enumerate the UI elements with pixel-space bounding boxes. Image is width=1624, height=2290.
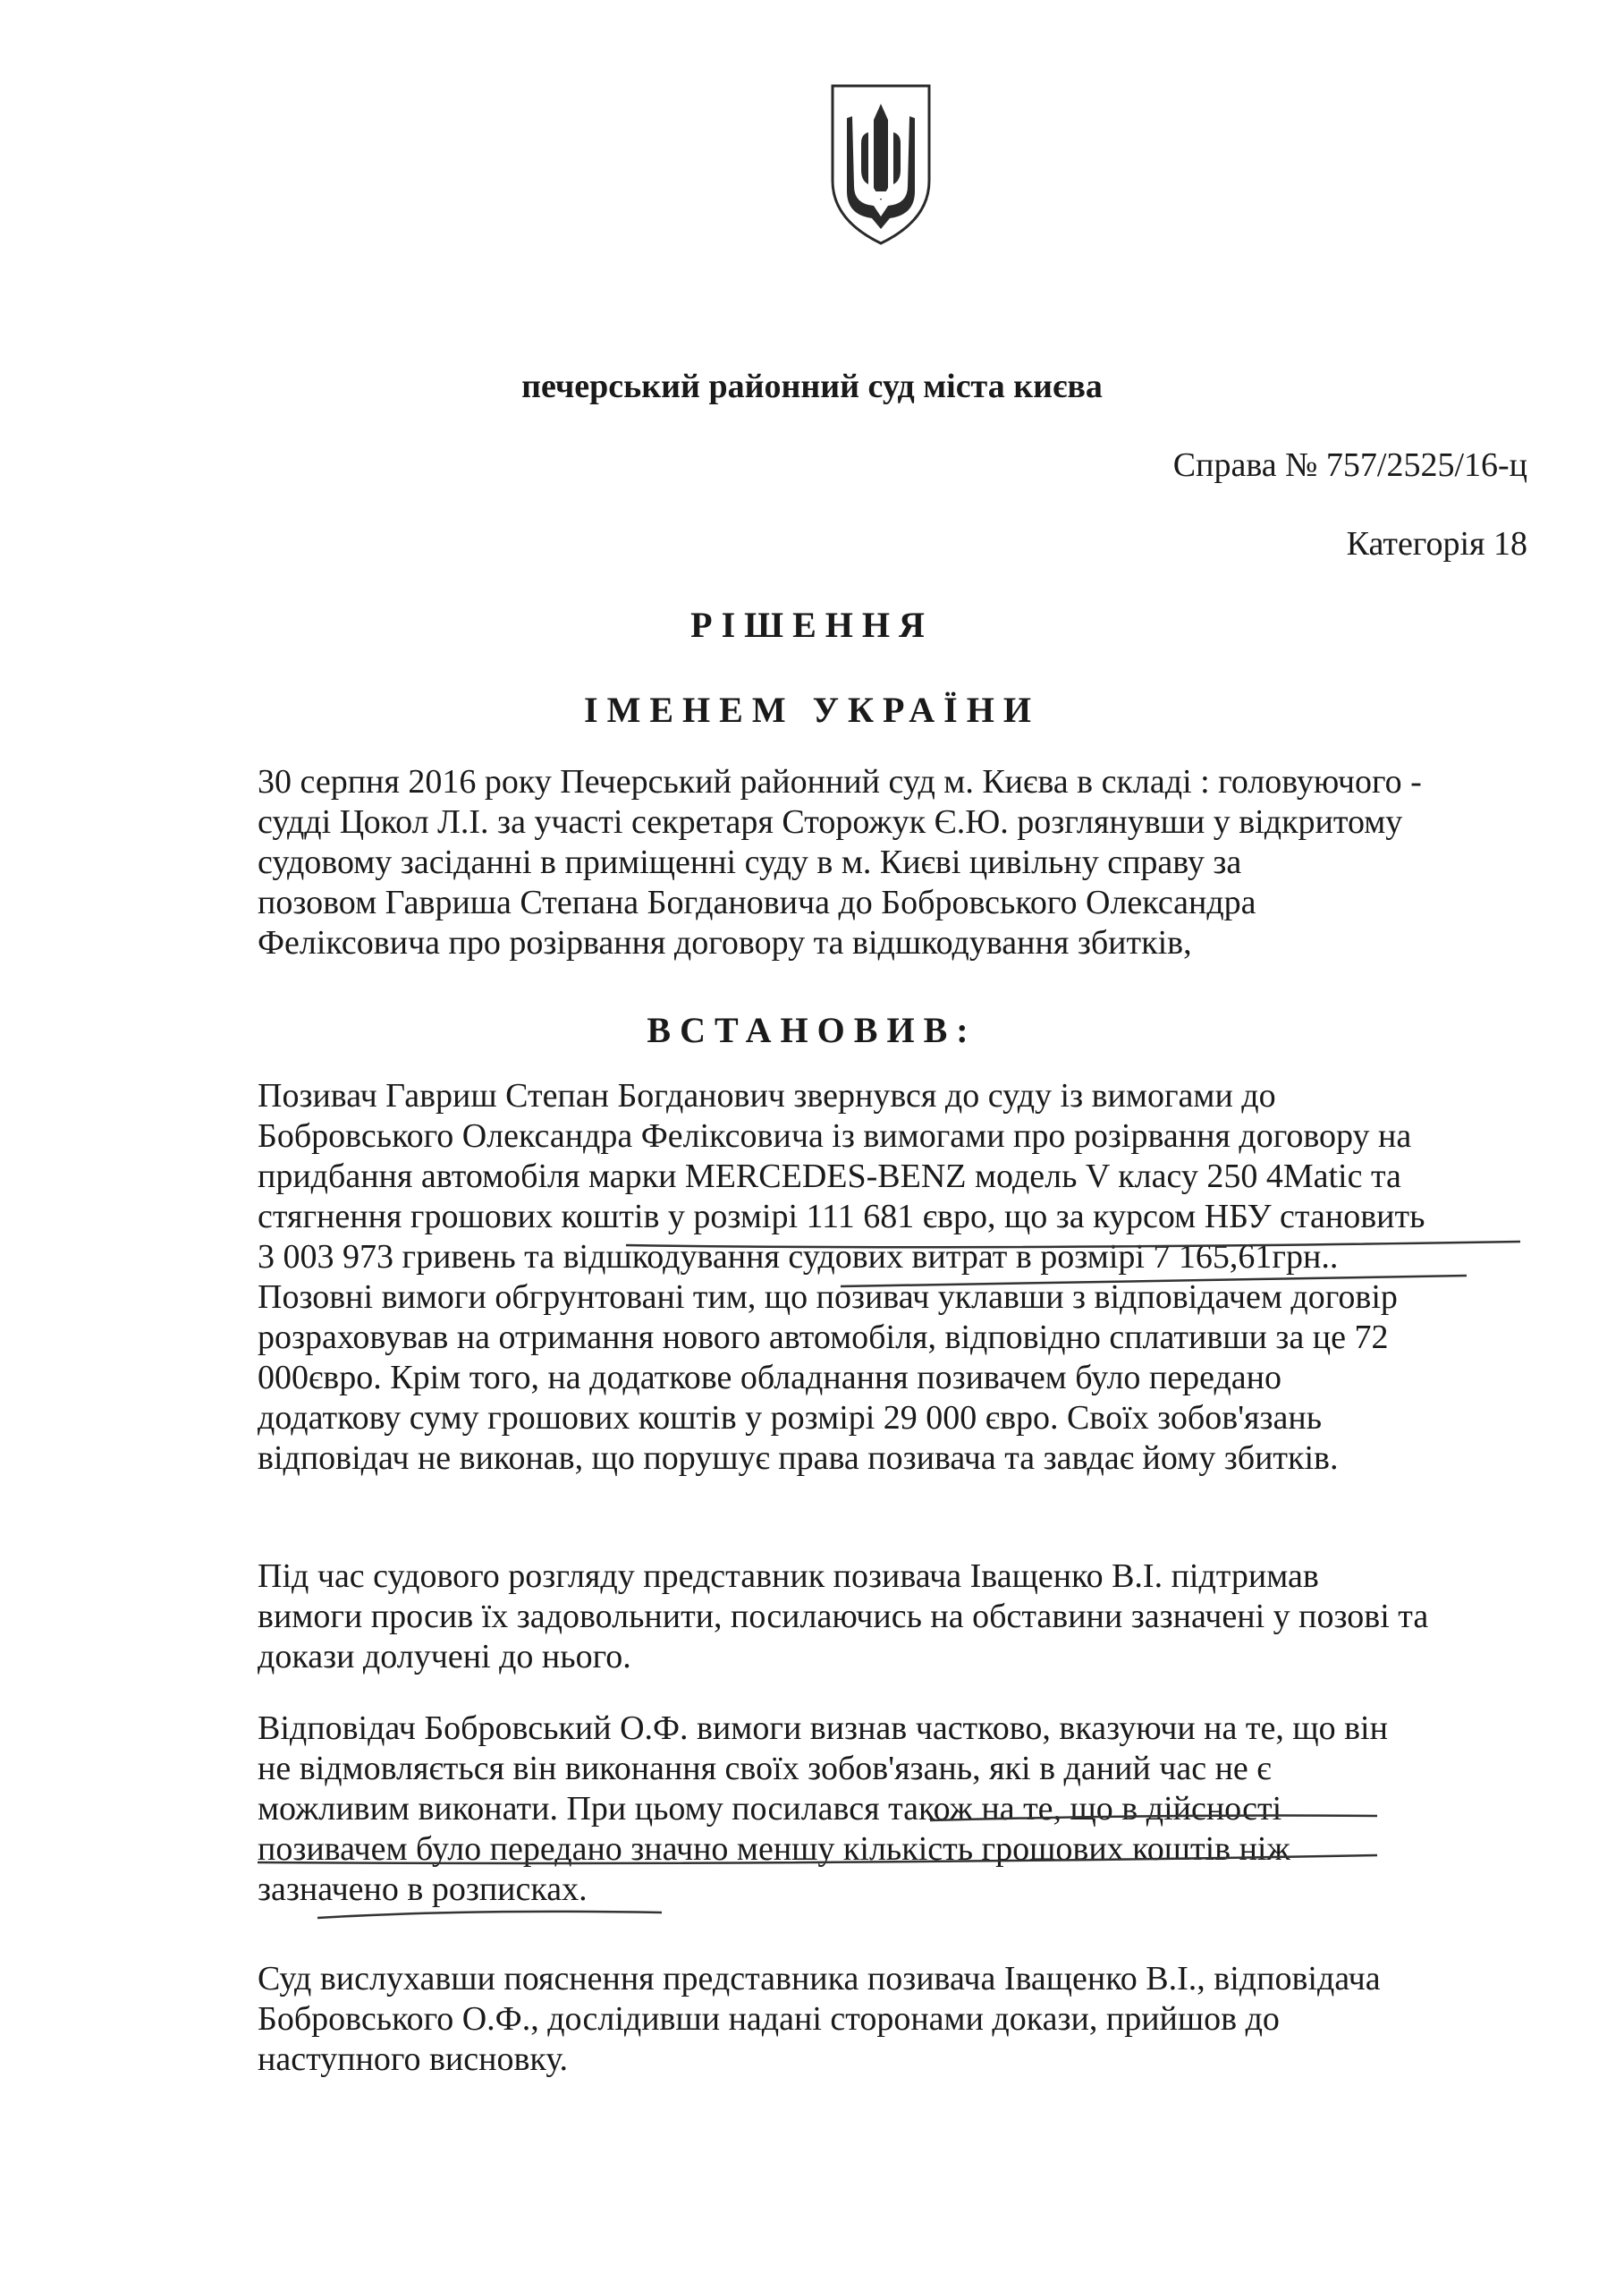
text-line: судовому засіданні в приміщенні суду в м. Києві цивільну справу за <box>258 844 1242 881</box>
text-line: Бобровського Олександра Феліксовича із вимогами про розірвання договору на <box>258 1117 1412 1155</box>
text-line: Позивач Гавриш Степан Богданович звернувся до суду із вимогами до <box>258 1077 1276 1115</box>
text-line: 30 серпня 2016 року Печерський районний суд м. Києва в складі : головуючого - <box>258 763 1422 801</box>
text-line: 000євро. Крім того, на додаткове обладнання позивачем було передано <box>258 1359 1282 1396</box>
text-line: Позовні вимоги обгрунтовані тим, що позивач уклавши з відповідачем договір <box>258 1278 1398 1316</box>
text-line: придбання автомобіля марки MERCEDES-BENZ модель V класу 250 4Matic та <box>258 1158 1401 1195</box>
text-line: не відмовляється він виконання своїх зобов'язань, які в даний час не є <box>258 1750 1272 1787</box>
text-line: 3 003 973 гривень та відшкодування судових витрат в розмірі 7 165,61грн.. <box>258 1238 1339 1276</box>
representative-paragraph <box>258 1556 1545 1677</box>
case-category: Категорія 18 <box>1346 525 1527 563</box>
text-line: стягнення грошових коштів у розмірі 111 681 євро, що за курсом НБУ становить <box>258 1198 1425 1235</box>
claim-paragraph <box>258 1076 1545 1479</box>
text-line: позовом Гавриша Степана Богдановича до Бобровського Олександра <box>258 884 1256 921</box>
text-line: Відповідач Бобровський О.Ф. вимоги визнав частково, вказуючи на те, що він <box>258 1709 1388 1747</box>
text-line: позивачем було передано значно меншу кількість грошових коштів ніж <box>258 1830 1290 1868</box>
text-line: наступного висновку. <box>258 2040 569 2078</box>
in-name-of-ukraine-heading: ІМЕНЕМ УКРАЇНИ <box>584 690 1040 730</box>
text-line: Бобровського О.Ф., дослідивши надані сторонами докази, прийшов до <box>258 2000 1280 2038</box>
court-name: печерський районний суд міста києва <box>521 368 1103 405</box>
text-line: Суд вислухавши пояснення представника позивача Іващенко В.І., відповідача <box>258 1960 1381 1997</box>
ukraine-trident-emblem-icon <box>827 81 935 247</box>
text-line: Феліксовича про розірвання договору та відшкодування збитків, <box>258 924 1192 962</box>
case-number: Справа № 757/2525/16-ц <box>1172 446 1527 484</box>
decision-heading: РІШЕННЯ <box>690 605 934 645</box>
text-line: судді Цокол Л.І. за участі секретаря Сторожук Є.Ю. розглянувши у відкритому <box>258 803 1403 841</box>
intro-paragraph <box>258 762 1545 963</box>
established-heading: ВСТАНОВИВ: <box>647 1010 977 1050</box>
text-line: додаткову суму грошових коштів у розмірі 29 000 євро. Своїх зобов'язань <box>258 1399 1323 1437</box>
text-line: можливим виконати. При цьому посилався також на те, що в дійсності <box>258 1790 1282 1828</box>
text-line: докази долучені до нього. <box>258 1638 631 1675</box>
text-line: відповідач не виконав, що порушує права позивача та завдає йому збитків. <box>258 1439 1339 1477</box>
text-line: зазначено в розписках. <box>258 1870 588 1908</box>
underline-mark <box>317 1912 662 1918</box>
text-line: вимоги просив їх задовольнити, посилаючись на обставини зазначені у позові та <box>258 1598 1429 1635</box>
defendant-paragraph <box>258 1709 1545 1910</box>
text-line: Під час судового розгляду представник позивача Іващенко В.І. підтримав <box>258 1557 1319 1595</box>
text-line: розраховував на отримання нового автомобіля, відповідно сплативши за це 72 <box>258 1319 1389 1356</box>
conclusion-paragraph <box>258 1959 1545 2080</box>
